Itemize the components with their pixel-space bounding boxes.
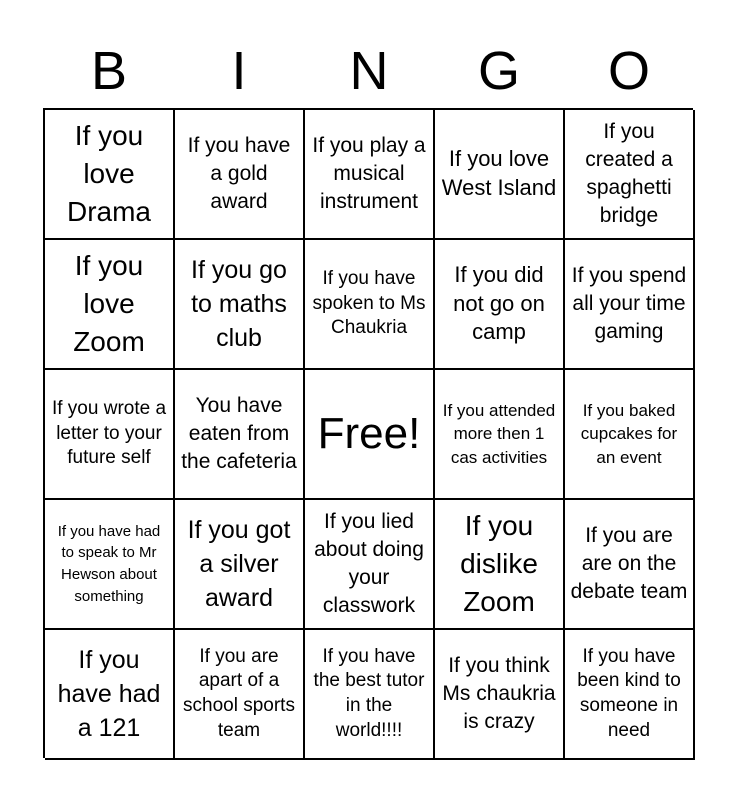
cell-text: If you have a gold award xyxy=(187,134,291,213)
cell-text: If you are are on the debate team xyxy=(570,524,688,603)
cell-text: If you lied about doing your classwork xyxy=(314,510,424,617)
cell-text: You have eaten from the cafeteria xyxy=(181,394,297,473)
bingo-cell-r3-c4[interactable] xyxy=(435,370,565,500)
free-space-text: Free! xyxy=(317,409,421,458)
header-letter-b: B xyxy=(90,41,128,101)
cell-text: If you play a musical instrument xyxy=(312,134,426,213)
cell-text: If you have been kind to someone in need xyxy=(577,645,681,741)
bingo-cell-r3-c1[interactable] xyxy=(45,370,175,500)
bingo-cell-r5-c3[interactable] xyxy=(305,630,435,760)
bingo-cell-r2-c4[interactable] xyxy=(435,240,565,370)
bingo-cell-r5-c1[interactable] xyxy=(45,630,175,760)
cell-text: If you love Zoom xyxy=(73,249,145,358)
header-letter-i: I xyxy=(231,41,247,101)
header-letter-n: N xyxy=(349,41,389,101)
bingo-cell-r1-c5[interactable] xyxy=(565,110,695,240)
bingo-cell-r1-c1[interactable] xyxy=(45,110,175,240)
bingo-cell-r3-c2[interactable] xyxy=(175,370,305,500)
header-letter-g: G xyxy=(477,41,520,101)
cell-text: If you are apart of a school sports team xyxy=(183,645,295,741)
bingo-cell-r4-c3[interactable] xyxy=(305,500,435,630)
bingo-cell-r4-c5[interactable] xyxy=(565,500,695,630)
cell-text: If you go to maths club xyxy=(191,256,287,352)
bingo-header xyxy=(44,36,694,106)
cell-text: If you have had to speak to Mr Hewson about something xyxy=(57,522,161,605)
cell-text: If you love Drama xyxy=(66,119,151,228)
header-letter-o: O xyxy=(607,41,650,101)
cell-text: If you created a spaghetti bridge xyxy=(585,120,673,227)
cell-text: If you have spoken to Ms Chaukria xyxy=(312,267,426,339)
bingo-board xyxy=(43,108,693,758)
bingo-cell-r4-c1[interactable] xyxy=(45,500,175,630)
bingo-cell-r3-c5[interactable] xyxy=(565,370,695,500)
bingo-cell-r1-c2[interactable] xyxy=(175,110,305,240)
bingo-cell-r2-c1[interactable] xyxy=(45,240,175,370)
cell-text: If you baked cupcakes for an event xyxy=(580,400,678,467)
bingo-cell-r2-c2[interactable] xyxy=(175,240,305,370)
bingo-cell-r4-c2[interactable] xyxy=(175,500,305,630)
cell-text: If you spend all your time gaming xyxy=(571,264,687,343)
cell-text: If you have had a 121 xyxy=(57,646,161,742)
cell-text: If you think Ms chaukria is crazy xyxy=(442,654,556,733)
bingo-cell-free[interactable] xyxy=(305,370,435,500)
bingo-cell-r1-c4[interactable] xyxy=(435,110,565,240)
bingo-cell-r5-c5[interactable] xyxy=(565,630,695,760)
bingo-cell-r5-c2[interactable] xyxy=(175,630,305,760)
cell-text: If you did not go on camp xyxy=(453,262,545,345)
bingo-cell-r2-c3[interactable] xyxy=(305,240,435,370)
cell-text: If you got a silver award xyxy=(187,516,291,612)
bingo-cell-r1-c3[interactable] xyxy=(305,110,435,240)
cell-text: If you attended more then 1 cas activities xyxy=(442,400,556,467)
bingo-cell-r4-c4[interactable] xyxy=(435,500,565,630)
bingo-cell-r2-c5[interactable] xyxy=(565,240,695,370)
cell-text: If you love West Island xyxy=(441,146,557,200)
cell-text: If you dislike Zoom xyxy=(460,509,538,618)
cell-text: If you wrote a letter to your future self xyxy=(51,397,167,469)
bingo-cell-r5-c4[interactable] xyxy=(435,630,565,760)
cell-text: If you have the best tutor in the world!!!! xyxy=(313,645,425,741)
